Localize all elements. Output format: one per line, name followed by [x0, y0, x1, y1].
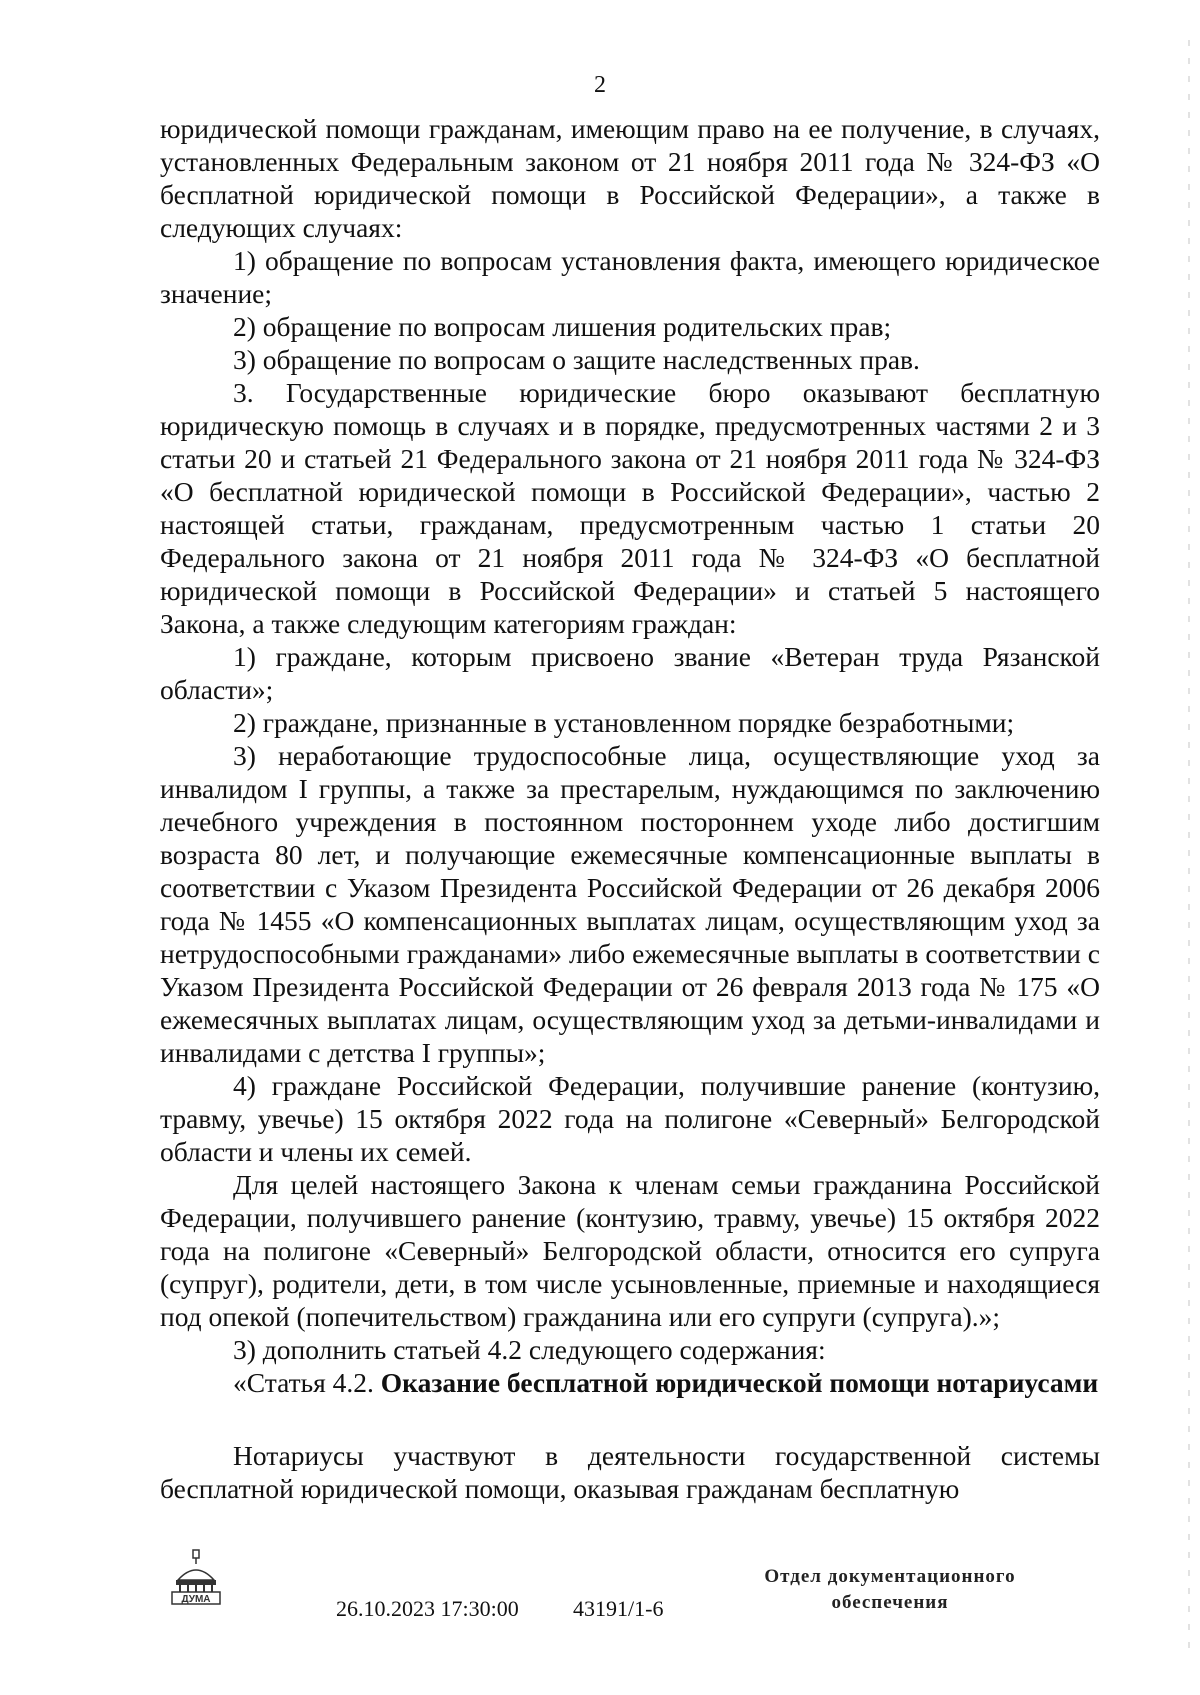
footer-datetime: 26.10.2023 17:30:00: [336, 1596, 519, 1621]
list-item-fact: 1) обращение по вопросам установления факта, имеющего юридическое значение;: [160, 245, 1100, 309]
footer-department-stamp: [740, 1564, 1040, 1616]
paragraph-add-article: 3) дополнить статьей 4.2 следующего содержания:: [233, 1334, 826, 1365]
list-item-inheritance: 3) обращение по вопросам о защите наследственных прав.: [233, 344, 920, 375]
department-line-2: обеспечения: [831, 1592, 949, 1613]
duma-logo-icon: [166, 1548, 226, 1608]
paragraph-state-bureaus: 3. Государственные юридические бюро оказывают бесплатную юридическую помощь в случаях и в порядке, предусмотренных частями 2 и 3 статьи 20 и статьей 21 Федерального закона от 21 ноября 2011 года № 324-ФЗ «О бесплатной юридической помощи в Российской Федерации», частью 2 настоящей статьи, гражданам, предусмотренным частью 1 статьи 20 Федерального закона от 21 ноября 2011 года № 324-ФЗ «О бесплатной юридической помощи в Российской Федерации» и статьей 5 настоящего Закона, а также следующим категориям граждан:: [160, 377, 1100, 639]
list-item-veteran: 1) граждане, которым присвоено звание «Ветеран труда Рязанской области»;: [160, 641, 1100, 705]
article-heading: [160, 1366, 1100, 1399]
logo-text: ДУМА: [181, 1594, 211, 1605]
article-title: Оказание бесплатной юридической помощи нотариусами: [380, 1367, 1099, 1398]
department-line-1: Отдел документационного: [764, 1566, 1016, 1587]
list-item-parental-rights: 2) обращение по вопросам лишения родительских прав;: [233, 311, 892, 342]
paragraph-notaries: Нотариусы участвуют в деятельности государственной системы бесплатной юридической помощи, оказывая гражданам бесплатную: [160, 1440, 1100, 1504]
list-item-caregivers: 3) неработающие трудоспособные лица, осуществляющие уход за инвалидом I группы, а также за престарелым, нуждающимся по заключению лечебного учреждения в постоянном постороннем уходе либо достигшим возраста 80 лет, и получающие ежемесячные компенсационные выплаты в соответствии с Указом Президента Российской Федерации от 26 декабря 2006 года № 1455 «О компенсационных выплатах лицам, осуществляющим уход за нетрудоспособными гражданами» либо ежемесячные выплаты в соответствии с Указом Президента Российской Федерации от 26 февраля 2013 года № 175 «О ежемесячных выплатах лицам, осуществляющим уход за детьми-инвалидами и инвалидами с детства I группы»;: [160, 740, 1100, 1068]
paragraph-family-members: Для целей настоящего Закона к членам семьи гражданина Российской Федерации, получившего ранение (контузию, травму, увечье) 15 октября 2022 года на полигоне «Северный» Белгородской области, относится его супруга (супруг), родители, дети, в том числе усыновленные, приемные и находящиеся под опекой (попечительством) гражданина или его супруги (супруга).»;: [160, 1169, 1100, 1332]
page-number: 2: [594, 72, 606, 98]
list-item-injured: 4) граждане Российской Федерации, получившие ранение (контузию, травму, увечье) 15 октября 2022 года на полигоне «Северный» Белгородской области и члены их семей.: [160, 1070, 1100, 1167]
document-body: [160, 112, 1100, 1505]
paragraph-intro: юридической помощи гражданам, имеющим право на ее получение, в случаях, установленных Федеральным законом от 21 ноября 2011 года № 324-ФЗ «О бесплатной юридической помощи в Российской Федерации», а также в следующих случаях:: [160, 113, 1100, 243]
scan-edge-artifact: [1188, 40, 1190, 1660]
footer-reg-number: 43191/1-6: [573, 1596, 664, 1621]
article-prefix: «Статья 4.2.: [233, 1367, 374, 1398]
list-item-unemployed: 2) граждане, признанные в установленном порядке безработными;: [233, 707, 1015, 738]
